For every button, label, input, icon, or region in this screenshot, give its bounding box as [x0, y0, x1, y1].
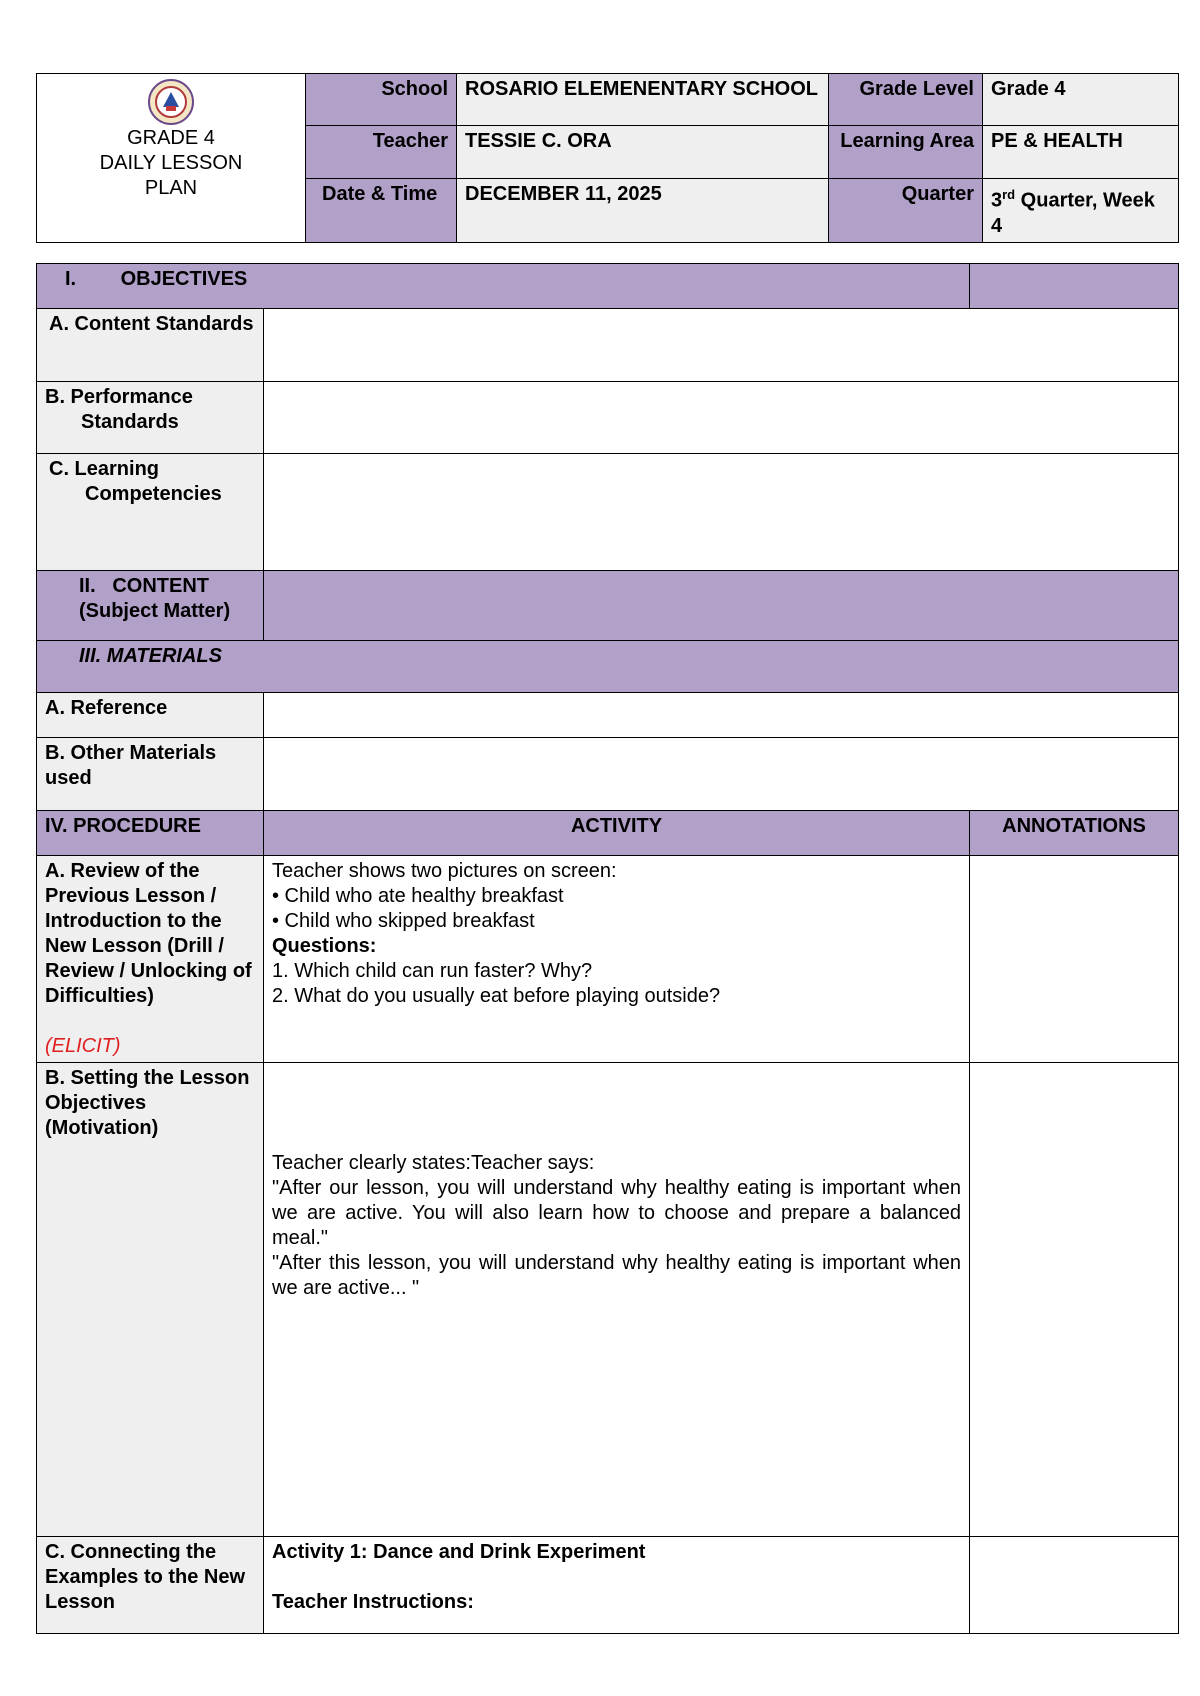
connecting-annotation-cell — [970, 1537, 1179, 1634]
setting-line-2: "After our lesson, you will understand why healthy eating is important when we are active. You will also learn how to choose and prepare a balanced meal." — [272, 1177, 962, 1249]
review-questions-label: Questions: — [272, 935, 377, 957]
setting-activity-cell — [264, 1063, 970, 1537]
teacher-value: TESSIE C. ORA — [457, 126, 829, 179]
date-label: Date & Time — [306, 179, 457, 243]
connecting-label: C. Connecting the Examples to the New Lesson — [37, 1537, 264, 1634]
learning-competencies-value — [264, 454, 1179, 571]
learning-competencies-label: C. Learning Competencies — [37, 454, 264, 571]
content-value — [264, 571, 1179, 641]
quarter-label: Quarter — [829, 179, 983, 243]
connecting-activity-cell — [264, 1537, 970, 1634]
review-activity-cell — [264, 856, 970, 1063]
grade-level-value: Grade 4 — [983, 74, 1179, 126]
activity1-title: Activity 1: Dance and Drink Experiment — [272, 1541, 646, 1563]
learning-area-value: PE & HEALTH — [983, 126, 1179, 179]
elicit-tag: (ELICIT) — [45, 1035, 121, 1057]
quarter-value — [983, 179, 1179, 243]
objectives-heading-right — [970, 264, 1179, 309]
school-value: ROSARIO ELEMENENTARY SCHOOL — [457, 74, 829, 126]
teacher-label: Teacher — [306, 126, 457, 179]
setting-line-3: "After this lesson, you will understand why healthy eating is important when we are active... " — [272, 1252, 962, 1299]
content-standards-label: A. Content Standards — [37, 309, 264, 382]
review-line-2: • Child who ate healthy breakfast — [272, 885, 564, 907]
other-materials-value — [264, 738, 1179, 811]
deped-seal-icon — [147, 78, 195, 126]
quarter-rest: Quarter, Week 4 — [991, 189, 1155, 237]
review-question-2: 2. What do you usually eat before playing outside? — [272, 985, 721, 1007]
lesson-plan-table — [36, 263, 1179, 1634]
other-materials-label: B. Other Materials used — [37, 738, 264, 811]
date-value: DECEMBER 11, 2025 — [457, 179, 829, 243]
review-annotation-cell — [970, 856, 1179, 1063]
review-line-1: Teacher shows two pictures on screen: — [272, 860, 617, 882]
plan-title-cell — [37, 74, 306, 243]
plan-title-line-2: DAILY LESSON — [99, 152, 243, 174]
plan-title-line-3: PLAN — [144, 177, 198, 199]
setting-annotation-cell — [970, 1063, 1179, 1537]
content-heading: II. CONTENT (Subject Matter) — [37, 571, 264, 641]
review-label-cell — [37, 856, 264, 1063]
learning-area-label: Learning Area — [829, 126, 983, 179]
performance-standards-value — [264, 382, 1179, 454]
reference-label: A. Reference — [37, 693, 264, 738]
activity-heading: ACTIVITY — [264, 811, 970, 856]
procedure-heading: IV. PROCEDURE — [37, 811, 264, 856]
quarter-number: 3 — [991, 189, 1003, 212]
teacher-instructions-label: Teacher Instructions: — [272, 1591, 474, 1613]
review-label: A. Review of the Previous Lesson / Introduction to the New Lesson (Drill / Review / Unlocking of Difficulties) — [45, 860, 252, 1007]
header-table — [36, 73, 1179, 243]
objectives-heading: I. OBJECTIVES — [37, 264, 970, 309]
content-standards-value — [264, 309, 1179, 382]
reference-value — [264, 693, 1179, 738]
grade-level-label: Grade Level — [829, 74, 983, 126]
review-line-3: • Child who skipped breakfast — [272, 910, 535, 932]
setting-line-1: Teacher clearly states:Teacher says: — [272, 1152, 595, 1174]
performance-standards-label: B. Performance Standards — [37, 382, 264, 454]
school-label: School — [306, 74, 457, 126]
plan-title-line-1: GRADE 4 — [127, 127, 215, 149]
annotations-heading: ANNOTATIONS — [970, 811, 1179, 856]
quarter-suffix: rd — [1002, 187, 1016, 202]
review-question-1: 1. Which child can run faster? Why? — [272, 960, 593, 982]
setting-label: B. Setting the Lesson Objectives (Motivation) — [37, 1063, 264, 1537]
materials-heading: III. MATERIALS — [37, 641, 1179, 693]
